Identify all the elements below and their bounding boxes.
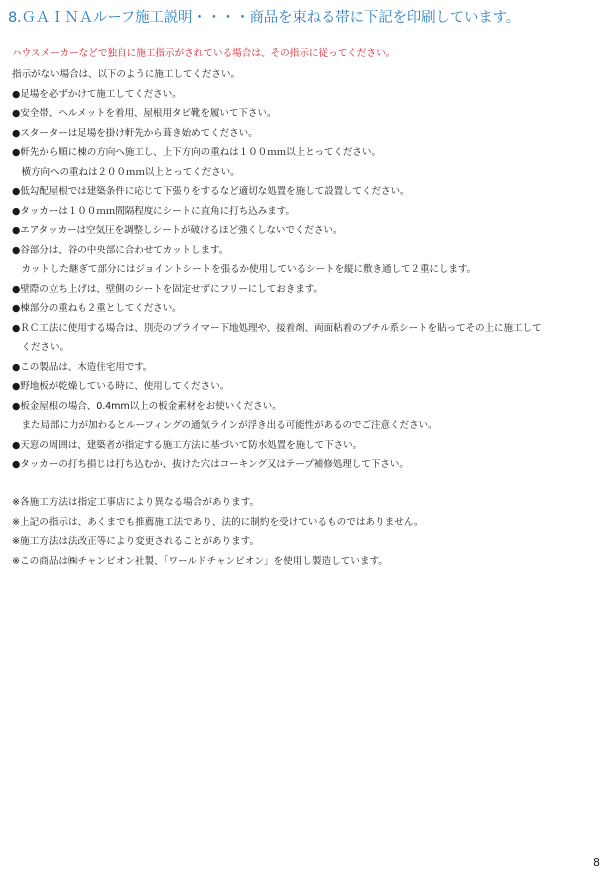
instruction-line: また局部に力が加わるとルーフィングの通気ラインが浮き出る可能性があるのでご注意ください。 (12, 420, 438, 431)
instruction-line: ●タッカーの打ち損じは打ち込むか、抜けた穴はコーキング又はテープ補修処理して下さい。 (12, 459, 409, 470)
instruction-line: 指示がない場合は、以下のように施工してください。 (12, 69, 240, 80)
instruction-line: ●エアタッカーは空気圧を調整しシートが破けるほど強くしないでください。 (12, 225, 343, 236)
instruction-line: ●野地板が乾燥している時に、使用してください。 (12, 381, 230, 392)
notes-list (12, 493, 602, 571)
page-title: 8.ＧＡＩＮＡルーフ施工説明・・・・商品を束ねる帯に下記を印刷しています。 (8, 10, 521, 26)
instruction-line: ●足場を必ずかけて施工してください。 (12, 88, 182, 100)
instruction-line: ●この製品は、木造住宅用です。 (12, 361, 153, 373)
instruction-line: ●タッカーは１００ｍｍ間隔程度にシートに直角に打ち込みます。 (12, 205, 295, 217)
instruction-line: ●軒先から順に棟の方向へ施工し、上下方向の重ねは１００ｍｍ以上とってください。 (12, 147, 381, 158)
notice-text: ハウスメーカーなどで独自に施工指示がされている場合は、その指示に従ってください。 (12, 48, 396, 59)
instruction-line: ●壁際の立ち上げは、壁側のシートを固定せずにフリーにしておきます。 (12, 283, 323, 295)
instruction-line: ●天窓の周囲は、建築者が指定する施工方法に基づいて防水処置を施して下さい。 (12, 439, 363, 451)
instruction-line: 横方向への重ねは２００ｍｍ以上とってください。 (12, 166, 240, 178)
note-line: ※施工方法は法改正等により変更されることがあります。 (12, 536, 260, 547)
instruction-line: ください。 (12, 342, 69, 353)
note-line: ※この商品は㈱チャンピオン社製、「ワールドチャンピオン」を使用し製造しています。 (12, 555, 388, 567)
instruction-line: カットした継ぎて部分にはジョイントシートを張るか使用しているシートを縦に敷き通して２重にします。 (12, 264, 477, 275)
instruction-line: ●谷部分は、谷の中央部に合わせてカットします。 (12, 244, 229, 256)
instruction-line: ●低勾配屋根では建築条件に応じて下張りをするなど適切な処置を施して設置してください。 (12, 186, 410, 197)
instruction-line: ●板金屋根の場合、0.4mm以上の板金素材をお使いください。 (12, 400, 282, 412)
page-number: 8 (593, 856, 600, 869)
instruction-line: ●棟部分の重ねも２重としてください。 (12, 303, 182, 314)
note-line: ※上記の指示は、あくまでも推薦施工法であり、法的に制約を受けているものではありません。 (12, 516, 424, 528)
instruction-line: ●スターターは足場を掛け軒先から葺き始めてください。 (12, 127, 258, 139)
instruction-line: ●ＲＣ工法に使用する場合は、別売のプライマー下地処理や、接着剤、両面粘着のブチル系シートを貼ってその上に施工して (12, 322, 542, 334)
instruction-line: ●安全帯、ヘルメットを着用、屋根用タビ靴を履いて下さい。 (12, 108, 277, 119)
instruction-list (12, 65, 602, 475)
note-line: ※各施工方法は指定工事店により異なる場合があります。 (12, 497, 260, 508)
